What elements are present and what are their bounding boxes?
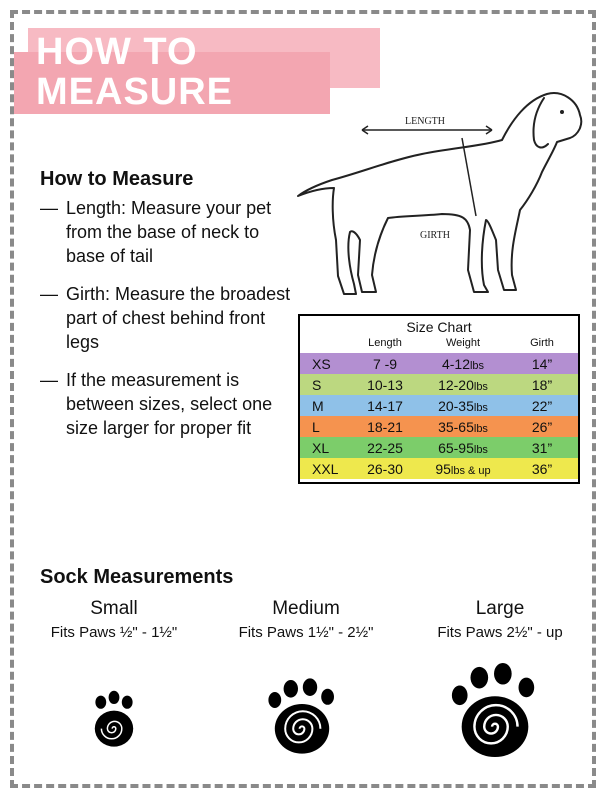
- size-row: [300, 395, 578, 416]
- length-cell: 7 -9: [372, 355, 398, 372]
- girth-cell: 18”: [531, 376, 553, 393]
- sock-size-name: Small: [90, 598, 138, 619]
- size-row: [300, 416, 578, 437]
- weight-cell: [420, 398, 506, 414]
- header-size: [300, 337, 350, 353]
- weight-unit: lbs & up: [450, 464, 491, 477]
- size-cell: S: [312, 376, 322, 393]
- header-girth: Girth: [530, 337, 554, 349]
- size-cell: L: [312, 418, 320, 435]
- weight-unit: lbs: [473, 443, 488, 456]
- instruction-text: If the measurement is between sizes, select one size larger for proper fit: [66, 370, 273, 438]
- weight-value: 20-35: [438, 397, 474, 414]
- girth-cell: 14”: [531, 355, 553, 372]
- header-weight: Weight: [445, 337, 481, 349]
- sock-heading: Sock Measurements: [40, 566, 234, 588]
- instruction-text: Length: Measure your pet from the base of neck to base of tail: [66, 198, 272, 266]
- instructions-list: [40, 196, 292, 454]
- weight-unit: lbs: [473, 422, 488, 435]
- weight-value: 12-20: [438, 376, 474, 393]
- girth-cell: 36”: [531, 460, 553, 477]
- sock-size-fit: Fits Paws 1½" - 2½": [238, 624, 374, 641]
- weight-cell: [420, 356, 506, 372]
- banner-title: HOW TO MEASURE: [36, 31, 234, 113]
- dash-marker: —: [40, 198, 58, 218]
- sock-size-name: Large: [475, 598, 525, 619]
- size-chart-header: [300, 337, 578, 353]
- dog-outline-icon: [292, 80, 592, 320]
- length-cell: 14-17: [367, 397, 403, 414]
- instructions-heading: How to Measure: [40, 168, 194, 190]
- size-cell: XS: [312, 355, 331, 372]
- weight-unit: lbs: [473, 380, 488, 393]
- size-chart-rows: [300, 353, 578, 479]
- weight-cell: [420, 419, 506, 435]
- girth-cell: 22”: [531, 397, 553, 414]
- size-chart-title: Size Chart: [406, 319, 472, 335]
- size-row: [300, 374, 578, 395]
- weight-value: 4-12: [441, 355, 470, 372]
- weight-value: 35-65: [438, 418, 474, 435]
- paw-icon-large: [446, 656, 544, 766]
- length-cell: 26-30: [367, 460, 403, 477]
- weight-value: 65-95: [438, 439, 474, 456]
- instruction-text: Girth: Measure the broadest part of chest behind front legs: [66, 284, 291, 352]
- size-cell: M: [312, 397, 324, 414]
- sock-size-fit: Fits Paws ½" - 1½": [50, 624, 178, 641]
- paw-icon-small: [84, 684, 144, 754]
- weight-cell: [420, 440, 506, 456]
- dash-marker: —: [40, 370, 58, 390]
- weight-unit: lbs: [473, 401, 488, 414]
- dash-marker: —: [40, 284, 58, 304]
- girth-cell: 26”: [531, 418, 553, 435]
- weight-cell: [420, 377, 506, 393]
- sock-size-medium: [206, 598, 406, 641]
- girth-label: GIRTH: [420, 230, 450, 241]
- size-row: [300, 458, 578, 479]
- length-cell: 22-25: [367, 439, 403, 456]
- size-row: [300, 437, 578, 458]
- length-label: LENGTH: [405, 116, 445, 127]
- instruction-item: [40, 282, 292, 354]
- size-cell: XL: [312, 439, 330, 456]
- header-length: Length: [368, 337, 402, 349]
- girth-cell: 31”: [531, 439, 553, 456]
- size-cell: XXL: [312, 460, 339, 477]
- weight-cell: [420, 461, 506, 477]
- weight-unit: lbs: [469, 359, 485, 372]
- sock-size-small: [14, 598, 214, 641]
- sock-size-name: Medium: [272, 598, 340, 619]
- length-cell: 10-13: [367, 376, 403, 393]
- paw-icon-medium: [262, 670, 342, 762]
- instruction-item: [40, 368, 292, 440]
- length-cell: 18-21: [367, 418, 403, 435]
- instruction-item: [40, 196, 292, 268]
- weight-value: 95: [435, 460, 451, 477]
- size-chart: [298, 314, 580, 484]
- sock-size-large: [400, 598, 600, 641]
- sock-size-fit: Fits Paws 2½" - up: [437, 624, 563, 641]
- size-row: [300, 353, 578, 374]
